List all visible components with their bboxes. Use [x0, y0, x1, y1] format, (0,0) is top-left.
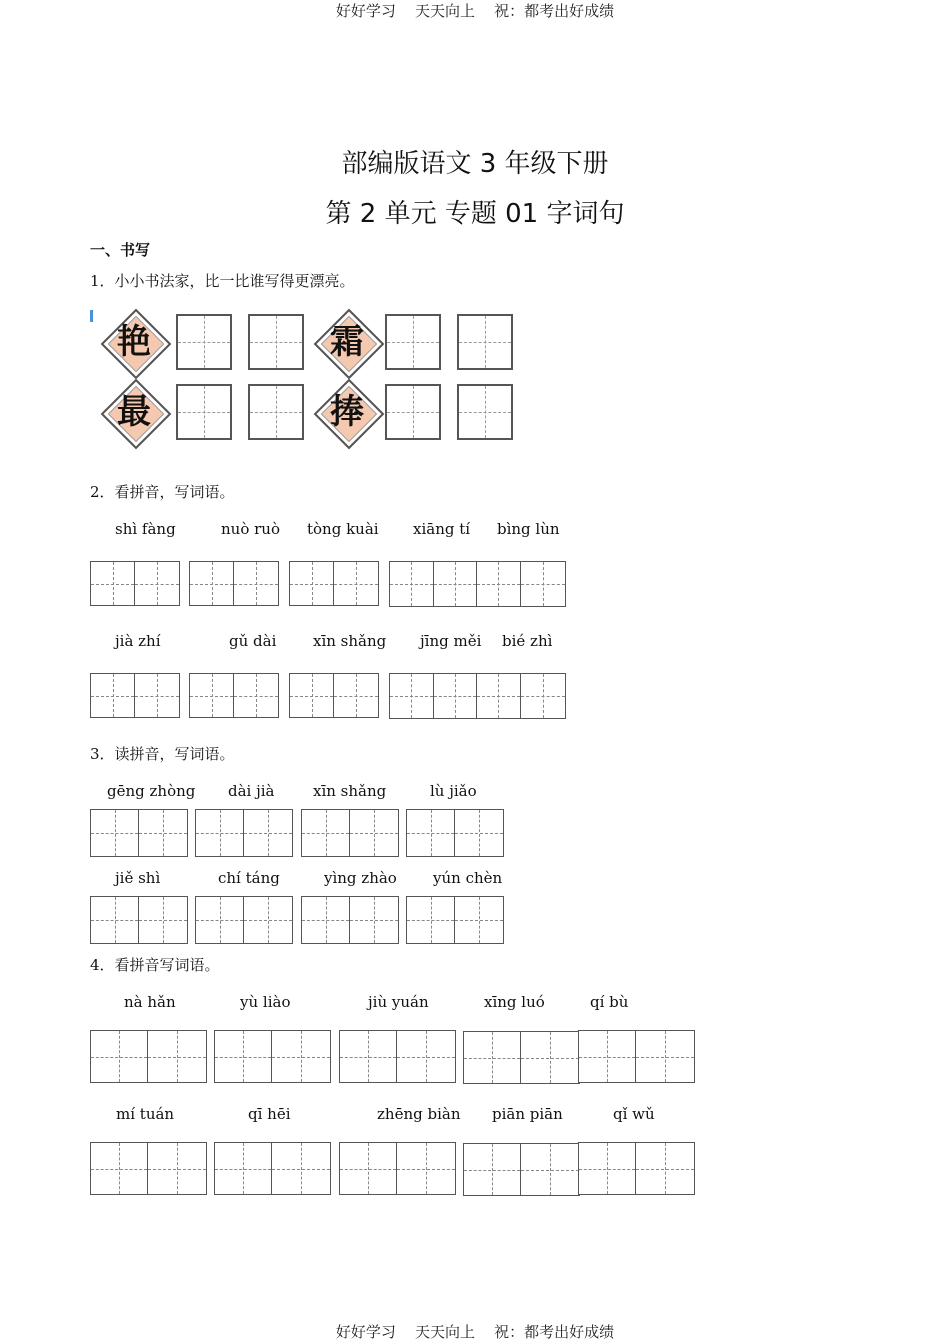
pinyin-label: chí táng: [218, 869, 280, 887]
section-heading: 一、书写: [90, 241, 151, 259]
word-grid[interactable]: [339, 1030, 456, 1083]
word-grid[interactable]: [195, 809, 293, 857]
word-grid[interactable]: [301, 809, 399, 857]
pinyin-label: yún chèn: [433, 869, 503, 887]
pinyin-label: qǐ wǔ: [613, 1105, 655, 1123]
word-grid[interactable]: [406, 896, 504, 944]
pinyin-label: jià zhí: [115, 632, 161, 650]
pinyin-label: gǔ dài: [229, 632, 277, 650]
question-1: 1．小小书法家，比一比谁写得更漂亮。: [90, 272, 355, 290]
page-title: 部编版语文 3 年级下册: [341, 149, 609, 179]
page-header: 好好学习 天天向上 祝：都考出好成绩: [335, 2, 615, 20]
pinyin-label: dài jià: [228, 782, 275, 800]
char-label: 霜: [330, 322, 364, 362]
pinyin-label: nà hǎn: [124, 993, 176, 1011]
writing-box[interactable]: [457, 384, 513, 440]
pinyin-label: qí bù: [590, 993, 629, 1011]
pinyin-label: yù liào: [240, 993, 291, 1011]
pinyin-label: xīn shǎng: [313, 782, 387, 800]
pinyin-label: jiě shì: [115, 869, 161, 887]
word-grid[interactable]: [578, 1142, 695, 1195]
page-subtitle: 第 2 单元 专题 01 字词句: [325, 199, 625, 229]
word-grid[interactable]: [214, 1142, 331, 1195]
pinyin-label: xīn shǎng: [313, 632, 387, 650]
pinyin-label: xīng luó: [484, 993, 545, 1011]
pinyin-label: zhēng biàn: [377, 1105, 461, 1123]
pinyin-label: yìng zhào: [324, 869, 397, 887]
pinyin-label: xiāng tí: [413, 520, 471, 538]
char-label: 艳: [117, 322, 151, 362]
pinyin-label: piān piān: [492, 1105, 563, 1123]
writing-box[interactable]: [176, 384, 232, 440]
char-label: 捧: [330, 392, 364, 432]
word-grid[interactable]: [195, 896, 293, 944]
question-4: 4．看拼音写词语。: [90, 956, 220, 974]
pinyin-label: bìng lùn: [497, 520, 560, 538]
page-footer: 好好学习 天天向上 祝：都考出好成绩: [335, 1323, 615, 1341]
question-2: 2．看拼音，写词语。: [90, 483, 235, 501]
pinyin-label: tòng kuài: [307, 520, 379, 538]
word-grid[interactable]: [389, 561, 566, 607]
char-label: 最: [117, 392, 151, 432]
word-grid[interactable]: [463, 1143, 580, 1196]
writing-box[interactable]: [457, 314, 513, 370]
word-grid[interactable]: [289, 561, 379, 606]
word-grid[interactable]: [90, 1030, 207, 1083]
writing-box[interactable]: [176, 314, 232, 370]
question-3: 3．读拼音，写词语。: [90, 745, 235, 763]
pinyin-label: gēng zhòng: [107, 782, 196, 800]
word-grid[interactable]: [389, 673, 566, 719]
pinyin-label: lù jiǎo: [430, 782, 477, 800]
word-grid[interactable]: [189, 561, 279, 606]
word-grid[interactable]: [578, 1030, 695, 1083]
word-grid[interactable]: [301, 896, 399, 944]
pinyin-label: jiù yuán: [368, 993, 429, 1011]
word-grid[interactable]: [214, 1030, 331, 1083]
word-grid[interactable]: [90, 1142, 207, 1195]
word-grid[interactable]: [90, 561, 180, 606]
pinyin-label: nuò ruò: [221, 520, 280, 538]
pinyin-label: mí tuán: [116, 1105, 175, 1123]
word-grid[interactable]: [189, 673, 279, 718]
writing-box[interactable]: [248, 314, 304, 370]
marker: [90, 310, 93, 322]
pinyin-label: shì fàng: [115, 520, 176, 538]
word-grid[interactable]: [289, 673, 379, 718]
writing-box[interactable]: [385, 314, 441, 370]
pinyin-label: bié zhì: [502, 632, 553, 650]
word-grid[interactable]: [90, 673, 180, 718]
writing-box[interactable]: [385, 384, 441, 440]
word-grid[interactable]: [463, 1031, 580, 1084]
word-grid[interactable]: [90, 809, 188, 857]
writing-box[interactable]: [248, 384, 304, 440]
word-grid[interactable]: [339, 1142, 456, 1195]
pinyin-label: jīng měi: [420, 632, 482, 650]
pinyin-label: qī hēi: [248, 1105, 291, 1123]
word-grid[interactable]: [90, 896, 188, 944]
word-grid[interactable]: [406, 809, 504, 857]
